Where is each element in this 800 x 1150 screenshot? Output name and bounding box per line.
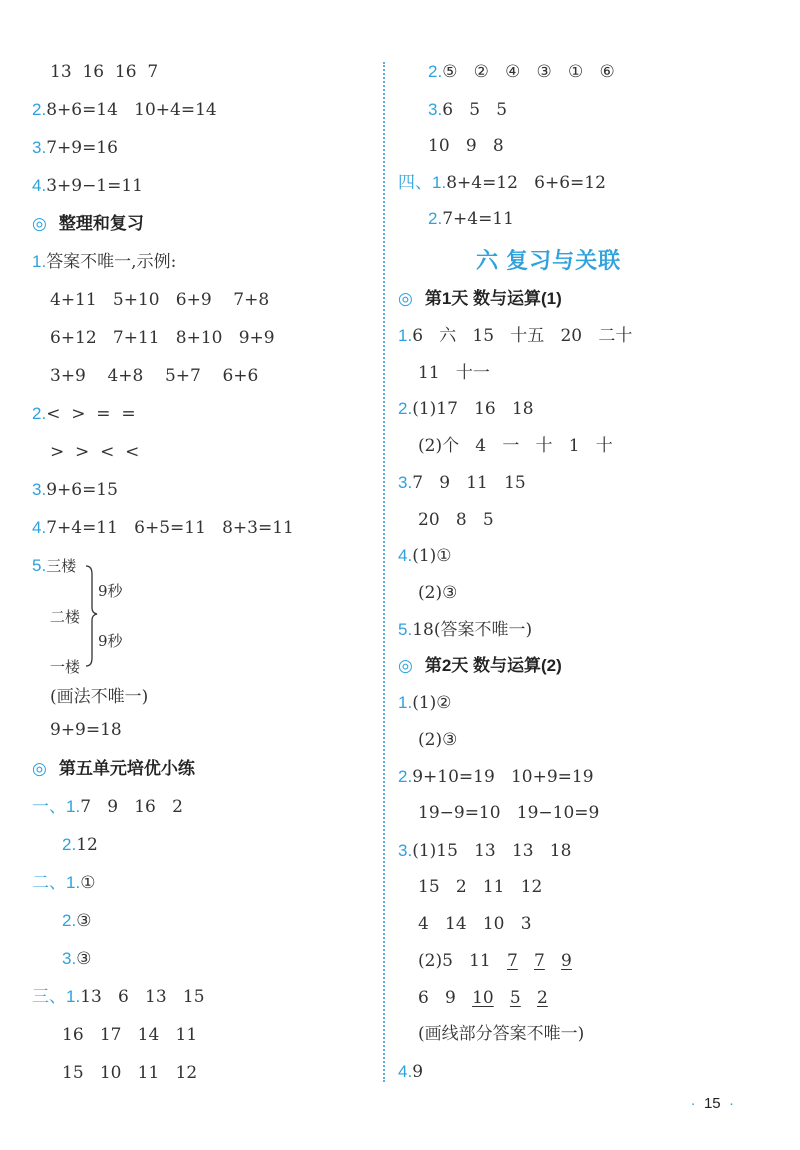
answer-a4: 四、1.8+4=12 6+6=12	[398, 173, 606, 193]
answer-line: 15 2 11 12	[418, 877, 543, 897]
answer-d1-5: 5.18(答案不唯一)	[398, 620, 533, 640]
answer-d1-1: 1.6 六 15 十五 20 二十	[398, 326, 633, 346]
section-heading: ◎ 第1天 数与运算(1)	[398, 289, 562, 308]
answer-line-underlined: (2)5 11 7 7 9	[418, 951, 572, 971]
answer-q2: 2.8+6=14 10+4=14	[32, 100, 217, 120]
chapter-title: 六 复习与关联	[476, 248, 622, 273]
answer-line: 19−9=10 19−10=9	[418, 803, 600, 823]
answer-d2-3: 3.(1)15 13 13 18	[398, 841, 572, 861]
answer-r4: 4.7+4=11 6+5=11 8+3=11	[32, 518, 294, 538]
answer-d1-2: 2.(1)17 16 18	[398, 399, 534, 419]
answer-line: 10 9 8	[428, 136, 504, 156]
answer-d2-4: 4.9	[398, 1062, 424, 1082]
answer-d2-2: 2.9+10=19 10+9=19	[398, 767, 594, 787]
answer-line: > > < <	[50, 442, 140, 462]
answer-r2: 2.< > = =	[32, 404, 136, 424]
answer-p3: 三、1.13 6 13 15	[32, 987, 205, 1007]
section-heading: ◎ 第2天 数与运算(2)	[398, 656, 562, 675]
answer-r3: 3.9+6=15	[32, 480, 118, 500]
answer-r5: 5.三楼	[32, 556, 77, 575]
answer-line: 3+9 4+8 5+7 6+6	[50, 366, 259, 386]
column-divider	[383, 62, 385, 1082]
answer-a3: 3.6 5 5	[428, 100, 508, 120]
answer-p1: 一、1.7 9 16 2	[32, 797, 183, 817]
answer-r1: 1.答案不唯一,示例:	[32, 252, 177, 272]
section-heading: ◎ 整理和复习	[32, 214, 144, 233]
answer-q3: 3.7+9=16	[32, 138, 118, 158]
bracket-diagram	[84, 562, 104, 670]
answer-line: (2)③	[418, 730, 458, 750]
answer-line: (2)个 4 一 十 1 十	[418, 436, 613, 456]
time-label: 9秒	[98, 582, 123, 600]
answer-p2: 二、1.①	[32, 873, 96, 893]
floor-label: 一楼	[50, 658, 81, 676]
answer-line: 20 8 5	[418, 510, 494, 530]
answer-d2-1: 1.(1)②	[398, 693, 452, 713]
answer-p2-3: 3.③	[62, 949, 92, 969]
answer-line: 11 十一	[418, 363, 490, 383]
answer-p2-2: 2.③	[62, 911, 92, 931]
answer-line: (2)③	[418, 583, 458, 603]
answer-line: 4 14 10 3	[418, 914, 532, 934]
answer-line-underlined: 6 9 10 5 2	[418, 988, 548, 1008]
answer-note: (画法不唯一)	[50, 687, 149, 707]
answer-line: 4+11 5+10 6+9 7+8	[50, 290, 270, 310]
floor-label: 二楼	[50, 608, 81, 626]
answer-a2: 2.⑤ ② ④ ③ ① ⑥	[428, 62, 615, 82]
answer-line: 6+12 7+11 8+10 9+9	[50, 328, 275, 348]
answer-note: (画线部分答案不唯一)	[418, 1024, 585, 1044]
answer-line: 9+9=18	[50, 720, 122, 740]
answer-a4-2: 2.7+4=11	[428, 209, 514, 229]
page-number: · 15 ·	[690, 1095, 734, 1112]
answer-line: 15 10 11 12	[62, 1063, 198, 1083]
answer-d1-4: 4.(1)①	[398, 546, 452, 566]
answer-line: 13 16 16 7	[50, 62, 159, 82]
answer-p1-2: 2.12	[62, 835, 98, 855]
answer-q4: 4.3+9−1=11	[32, 176, 143, 196]
answer-d1-3: 3.7 9 11 15	[398, 473, 526, 493]
answer-line: 16 17 14 11	[62, 1025, 198, 1045]
section-heading: ◎ 第五单元培优小练	[32, 759, 195, 778]
time-label: 9秒	[98, 632, 123, 650]
